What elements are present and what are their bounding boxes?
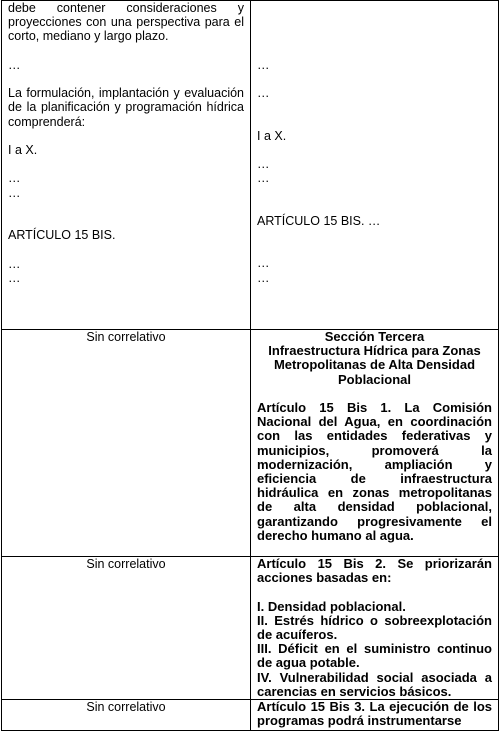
- current-text-cell: [2, 557, 251, 700]
- table-row: [2, 700, 499, 731]
- current-text-cell: [2, 1, 251, 330]
- comparison-table: [1, 0, 499, 731]
- article-heading: ARTÍCULO 15 BIS. …: [257, 213, 381, 228]
- list-item: II. Estrés hídrico o sobreexplotación de acuíferos.: [257, 612, 492, 642]
- proposed-text-cell: [251, 557, 499, 700]
- formulation-paragraph: La formulación, implantación y evaluación de la planificación y programación hídrica comprenderá:: [8, 86, 244, 129]
- current-text-cell: [2, 330, 251, 557]
- ellipsis: …: [8, 57, 21, 72]
- ellipsis: …: [257, 86, 270, 101]
- table-row: [2, 1, 499, 330]
- table-row: [2, 557, 499, 700]
- no-correlative-label: Sin correlativo: [86, 700, 166, 715]
- no-correlative-label: Sin correlativo: [86, 557, 166, 571]
- ellipsis: …: [8, 270, 21, 285]
- ellipsis: …: [257, 171, 270, 186]
- article-paragraph: Artículo 15 Bis 3. La ejecución de los programas podrá instrumentarse: [257, 699, 492, 729]
- current-text-cell: [2, 700, 251, 731]
- ellipsis: …: [8, 185, 21, 200]
- section-subheading: Infraestructura Hídrica para Zonas Metropolitanas de Alta Densidad Poblacional: [268, 343, 481, 387]
- article-heading: ARTÍCULO 15 BIS.: [8, 228, 116, 243]
- intro-paragraph: debe contener consideraciones y proyecciones con una perspectiva para el corto, mediano y largo plazo.: [8, 1, 244, 44]
- article-paragraph: Artículo 15 Bis 2. Se priorizarán acciones basadas en:: [257, 556, 492, 586]
- range-text: I a X.: [8, 142, 38, 157]
- no-correlative-label: Sin correlativo: [86, 330, 166, 344]
- list-item: III. Déficit en el suministro continuo de agua potable.: [257, 641, 492, 671]
- article-paragraph: Artículo 15 Bis 1. La Comisión Nacional del Agua, en coordinación con las entidades federativas y municipios, promoverá la modernización, ampliación y eficiencia de infraestructura hidráulica en zonas metropolitanas de alta densidad poblacional, garantizando progresivamente el derecho humano al agua.: [257, 400, 492, 543]
- ellipsis: …: [257, 157, 270, 172]
- table-row: [2, 330, 499, 557]
- range-text: I a X.: [257, 128, 287, 143]
- ellipsis: …: [8, 256, 21, 271]
- ellipsis: …: [257, 256, 270, 271]
- ellipsis: …: [257, 57, 270, 72]
- ellipsis: …: [257, 270, 270, 285]
- list-item: I. Densidad poblacional.: [257, 598, 406, 614]
- ellipsis: …: [8, 171, 21, 186]
- proposed-text-cell: [251, 330, 499, 557]
- list-item: IV. Vulnerabilidad social asociada a carencias en servicios básicos.: [257, 669, 492, 699]
- proposed-text-cell: [251, 700, 499, 731]
- proposed-text-cell: [251, 1, 499, 330]
- section-heading: Sección Tercera: [324, 329, 425, 344]
